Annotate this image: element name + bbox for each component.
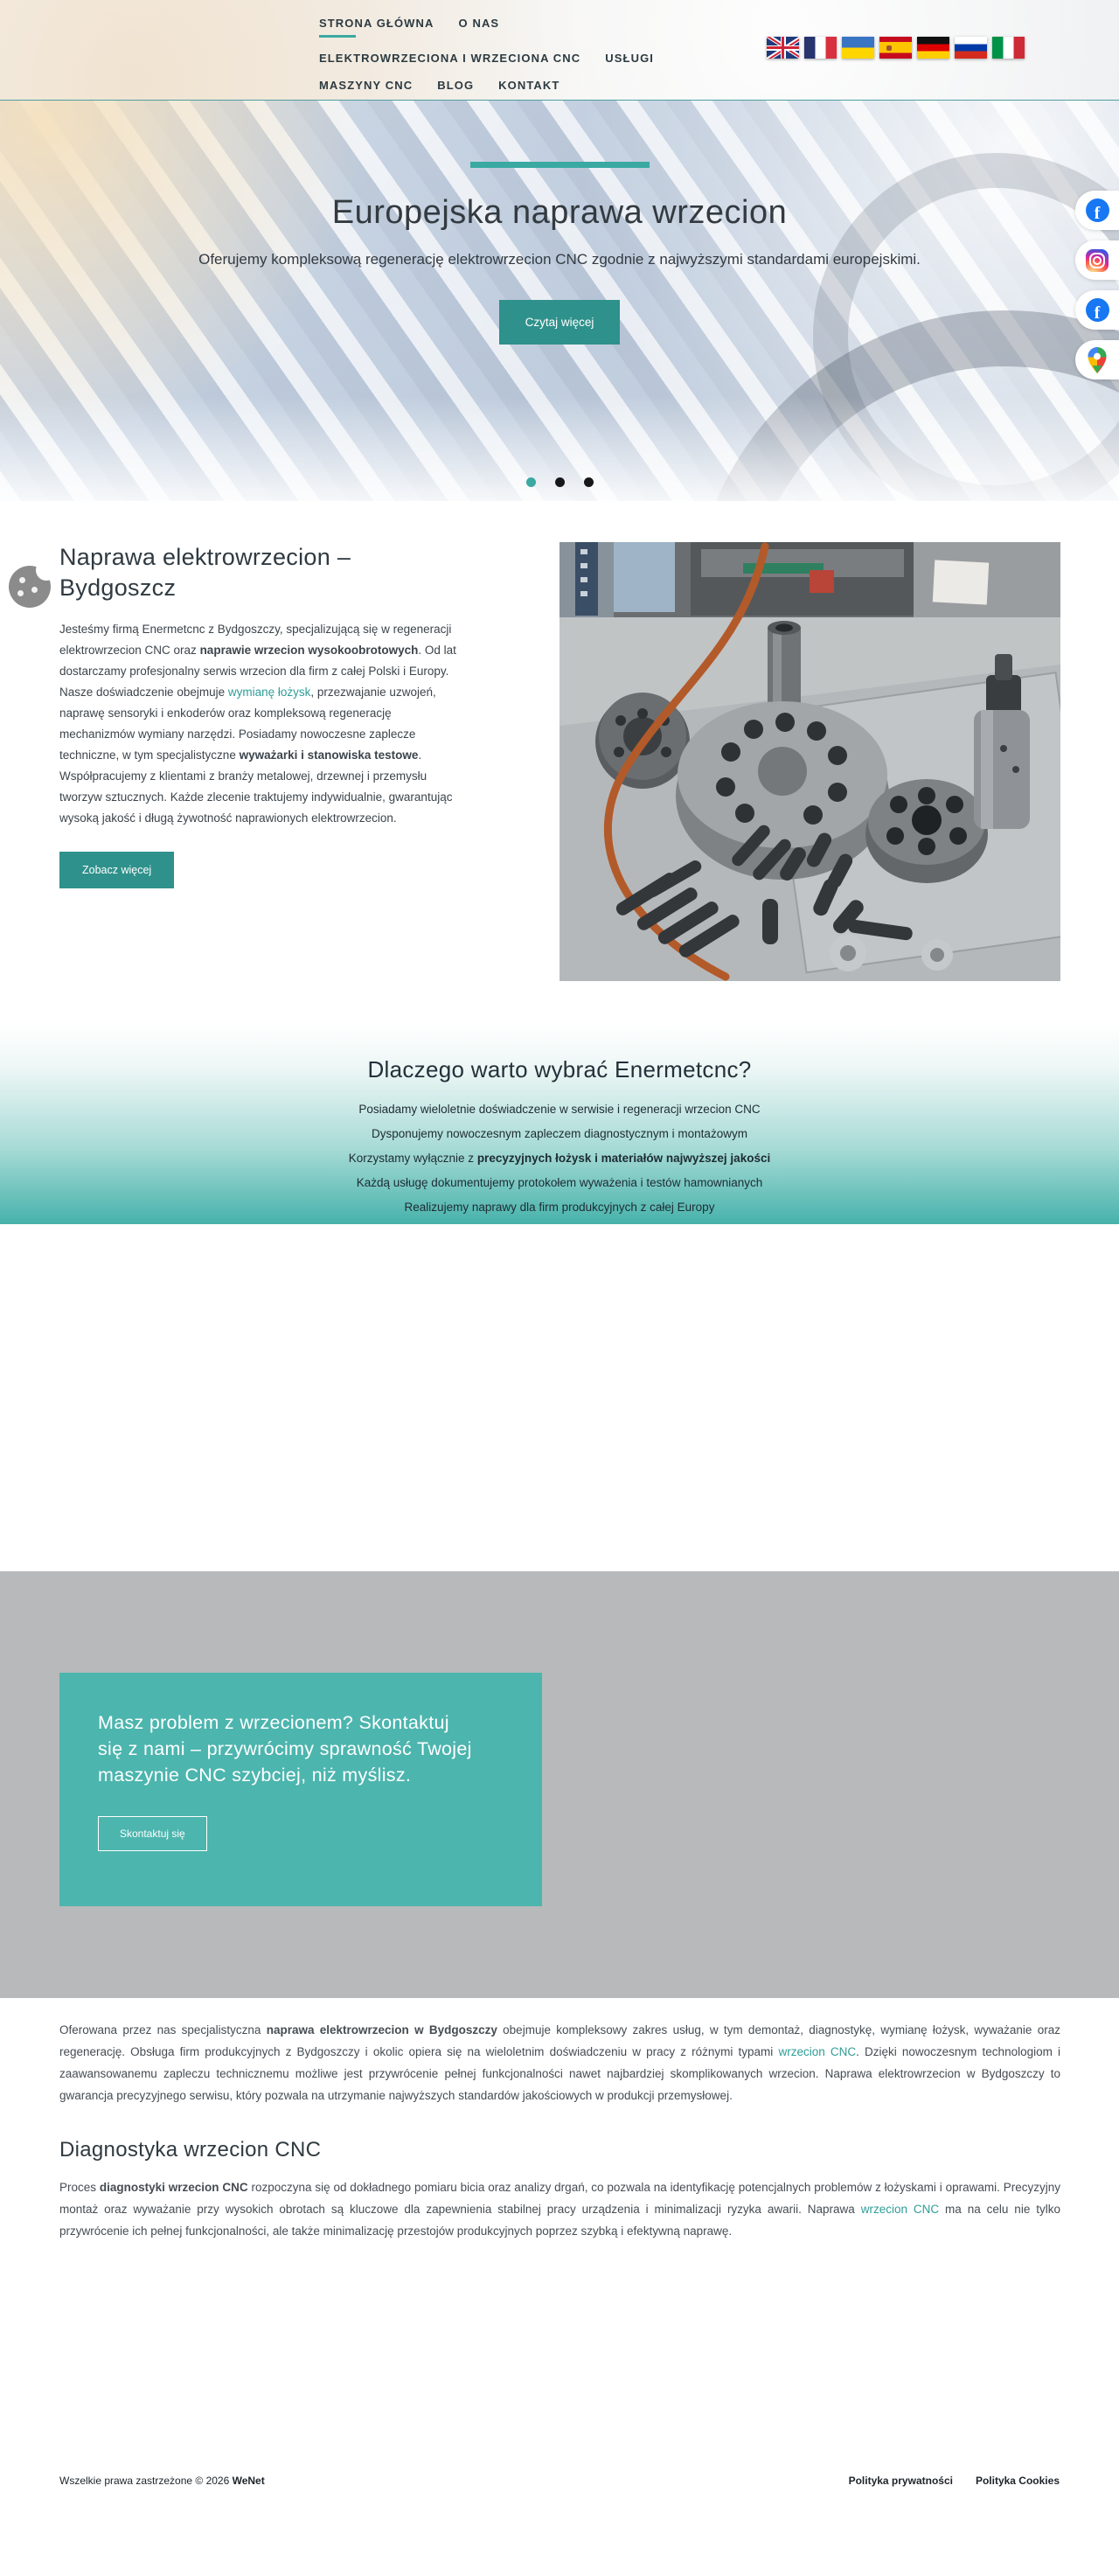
polityka-prywatnosci-link[interactable]: Polityka prywatności: [848, 2475, 953, 2487]
flag-uk-icon[interactable]: [767, 37, 799, 59]
slider-dots: [0, 477, 1119, 487]
cookie-consent-icon[interactable]: [9, 566, 51, 608]
facebook-icon: f: [1086, 198, 1109, 222]
why-item: Realizujemy naprawy dla firm produkcyjnych z całej Europy: [404, 1201, 715, 1214]
about-section: [0, 501, 1119, 1023]
hero-slider: [0, 101, 1119, 501]
slider-dot-2[interactable]: [555, 477, 565, 487]
copyright-text: Wszelkie prawa zastrzeżone © 2026 WeNet: [59, 2475, 265, 2487]
facebook-icon: f: [1086, 298, 1109, 322]
nav-kontakt[interactable]: KONTAKT: [498, 79, 560, 92]
nav-blog[interactable]: BLOG: [437, 79, 475, 92]
facebook-link-2[interactable]: [1075, 290, 1119, 330]
flag-ukraine-icon[interactable]: [842, 37, 874, 59]
why-section: [0, 1023, 1119, 1224]
flag-spain-icon[interactable]: [879, 37, 912, 59]
nav-strona-glowna[interactable]: STRONA GŁÓWNA: [319, 17, 434, 38]
zobacz-wiecej-button[interactable]: Zobacz więcej: [59, 852, 174, 888]
hero-title: Europejska naprawa wrzecion: [331, 194, 788, 231]
slider-dot-1[interactable]: [526, 477, 536, 487]
seo-paragraph-1: Oferowana przez nas specjalistyczna naprawa elektrowrzecion w Bydgoszczy obejmuje kompleksowy zakres usług, w tym demontaż, diagnostykę, wymianę łożysk, wyważanie oraz regenerację. Obsługa firm produkcyjnych z Bydgoszczy i okolic opiera się na wieloletnim doświadczeniu w pracy z różnymi typami wrzecion CNC. Dzięki nowoczesnym technologiom i zaawansowanemu zapleczu technicznemu możliwe jest przywrócenie pełnej funkcjonalności nawet najbardziej skomplikowanych wrzecion. Naprawa elektrowrzecion w Bydgoszczy to gwarancja precyzyjnego serwisu, który pozwala na utrzymanie najwyższych standardów jakościowych w produkcji przemysłowej.: [59, 2023, 1060, 2102]
why-item: Dysponujemy nowoczesnym zapleczem diagnostycznym i montażowym: [372, 1127, 747, 1140]
seo-content: [0, 1998, 1119, 2466]
czytaj-wiecej-button[interactable]: Czytaj więcej: [499, 300, 621, 345]
cta-band: [0, 1571, 1119, 1998]
flag-russia-icon[interactable]: [955, 37, 987, 59]
footer-links: [849, 2475, 1060, 2487]
seo-paragraph-2: Proces diagnostyki wrzecion CNC rozpoczyna się od dokładnego pomiaru bicia oraz analizy drgań, co pozwala na identyfikację potencjalnych problemów z łożyskami i oprawami. Precyzyjny montaż oraz wyważanie przy wysokich obrotach są kluczowe dla zapewnienia stabilnej pracy urządzenia i minimalizacji ryzyka awarii. Naprawa wrzecion CNC ma na celu nie tylko przywrócenie ich pełnej funkcjonalności, ale także minimalizację przestojów produkcyjnych poprzez szybką i efektywną naprawę.: [59, 2181, 1061, 2238]
why-item: Posiadamy wieloletnie doświadczenie w serwisie i regeneracji wrzecion CNC: [358, 1103, 761, 1116]
link-wymiana-lozysk[interactable]: wymianę łożysk: [227, 686, 311, 699]
about-heading: Naprawa elektrowrzecion – Bydgoszcz: [59, 544, 351, 601]
instagram-icon: [1086, 249, 1109, 272]
why-heading: Dlaczego warto wybrać Enermetcnc?: [367, 1056, 752, 1083]
polityka-cookies-link[interactable]: Polityka Cookies: [975, 2475, 1060, 2487]
empty-spacer: [0, 1224, 1119, 1571]
language-switcher: [767, 37, 1025, 59]
link-wrzecion-cnc-2[interactable]: wrzecion CNC: [860, 2203, 940, 2216]
why-list: [0, 1097, 1119, 1220]
about-paragraph: Jesteśmy firmą Enermetcnc z Bydgoszczy, specjalizującą się w regeneracji elektrowrzecion CNC oraz naprawie wrzecion wysokoobrotowych. Od lat dostarczamy profesjonalny serwis wrzecion dla firm z całej Polski i Europy. Nasze doświadczenie obejmuje wymianę łożysk, przezwajanie uzwojeń, naprawę sensoryki i enkoderów oraz kompleksową regenerację mechanizmów wymiany narzędzi. Posiadamy nowoczesne zaplecze techniczne, w tym specjalistyczne wyważarki i stanowiska testowe. Współpracujemy z klientami z branży metalowej, drzewnej i przemysłu tworzyw sztucznych. Każde zlecenie traktujemy indywidualnie, gwarantując wysoką jakość i długą żywotność naprawionych elektrowrzecion.: [59, 623, 456, 825]
nav-elektrowrzeciona[interactable]: ELEKTROWRZECIONA I WRZECIONA CNC: [319, 52, 581, 65]
site-footer: [0, 2466, 1119, 2576]
link-wrzecion-cnc-1[interactable]: wrzecion CNC: [778, 2045, 857, 2058]
nav-uslugi[interactable]: USŁUGI: [605, 52, 654, 65]
site-header: [0, 0, 1119, 101]
flag-france-icon[interactable]: [804, 37, 837, 59]
cta-box: [59, 1673, 542, 1906]
cta-heading: Masz problem z wrzecionem? Skontaktuj się z nami – przywrócimy sprawność Twojej maszynie CNC szybciej, niż myślisz.: [98, 1712, 472, 1786]
flag-germany-icon[interactable]: [917, 37, 949, 59]
flag-italy-icon[interactable]: [992, 37, 1025, 59]
why-item: Każdą usługę dokumentujemy protokołem wyważenia i testów hamownianych: [356, 1176, 763, 1189]
google-maps-pin-icon: [1088, 347, 1107, 373]
why-item: Korzystamy wyłącznie z precyzyjnych łożysk i materiałów najwyższej jakości: [348, 1152, 771, 1165]
facebook-link-1[interactable]: [1075, 191, 1119, 230]
skontaktuj-sie-button[interactable]: Skontaktuj się: [98, 1816, 207, 1851]
slider-dot-3[interactable]: [584, 477, 594, 487]
nav-maszyny-cnc[interactable]: MASZYNY CNC: [319, 79, 414, 92]
spindle-parts-photo: [560, 542, 1060, 981]
instagram-link[interactable]: [1075, 240, 1119, 280]
google-maps-link[interactable]: [1075, 340, 1119, 379]
main-nav: [319, 17, 734, 92]
nav-o-nas[interactable]: O NAS: [458, 17, 500, 30]
hero-subtitle: Oferujemy kompleksową regenerację elektrowrzecion CNC zgodnie z najwyższymi standardami europejskimi.: [198, 251, 921, 268]
hero-accent-bar: [470, 162, 650, 168]
diagnostyka-heading: Diagnostyka wrzecion CNC: [59, 2138, 322, 2162]
social-sidebar: [1075, 191, 1119, 379]
